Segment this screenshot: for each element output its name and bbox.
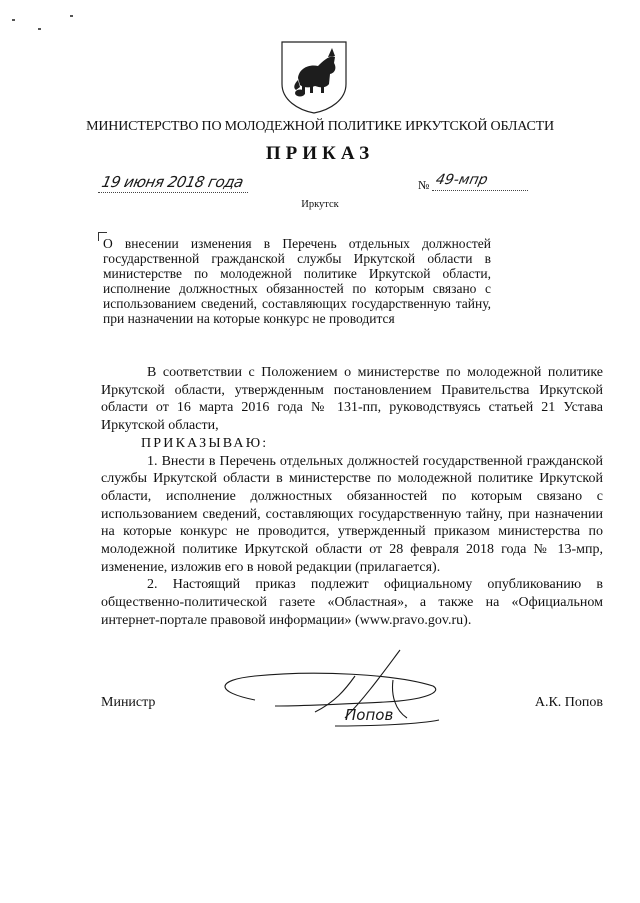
signer-name: А.К. Попов [534,695,603,710]
coat-of-arms-icon [278,40,350,114]
preamble: В соответствии с Положением о министерстве по молодежной политике Иркутской области, утвержденным постановлением Правительства Иркутской области от 16 марта 2016 года № 131-пп, руководствуясь статьей 21 Устава Иркутской области, [101,365,603,434]
order-number: 49-мпр [434,172,490,188]
order-subject: О внесении изменения в Перечень отдельных должностей государственной гражданской службы Иркутской области в министерстве по молодежной политике Иркутской области, исполнение должностных обязанностей по которым связано с использованием сведений, составляющих государственную тайну, при назначении на которые конкурс не проводится [103,236,491,326]
date-underline [98,192,248,193]
scan-mark [70,15,73,17]
scan-mark [12,19,15,21]
signature-script: Попов [345,706,394,724]
ministry-name: МИНИСТЕРСТВО ПО МОЛОДЕЖНОЙ ПОЛИТИКЕ ИРКУТСКОЙ ОБЛАСТИ [86,119,554,134]
city: Иркутск [301,199,339,210]
document-type: ПРИКАЗ [265,143,375,164]
order-item-2: 2. Настоящий приказ подлежит официальному опубликованию в общественно-политической газете «Областная», а также на «Официальном интернет-портале правовой информации» (www.pravo.gov.ru). [101,577,603,628]
number-underline [432,190,528,191]
order-body [101,364,603,630]
scan-mark [38,28,41,30]
order-word: ПРИКАЗЫВАЮ: [141,435,269,451]
order-date: 19 июня 2018 года [100,173,245,191]
signer-position: Министр [101,695,156,710]
number-label: № [418,178,430,192]
order-item-1: 1. Внести в Перечень отдельных должностей государственной гражданской службы Иркутской области в министерстве по молодежной политике Иркутской области, исполнение должностных обязанностей по которым связано с использованием сведений, составляющих государственную тайну, при назначении на которые конкурс не проводится, утвержденный приказом министерства по молодежной политике Иркутской области от 28 февраля 2018 года № 13-мпр, изменение, изложив его в новой редакции (прилагается). [101,453,603,575]
signature [195,640,445,730]
